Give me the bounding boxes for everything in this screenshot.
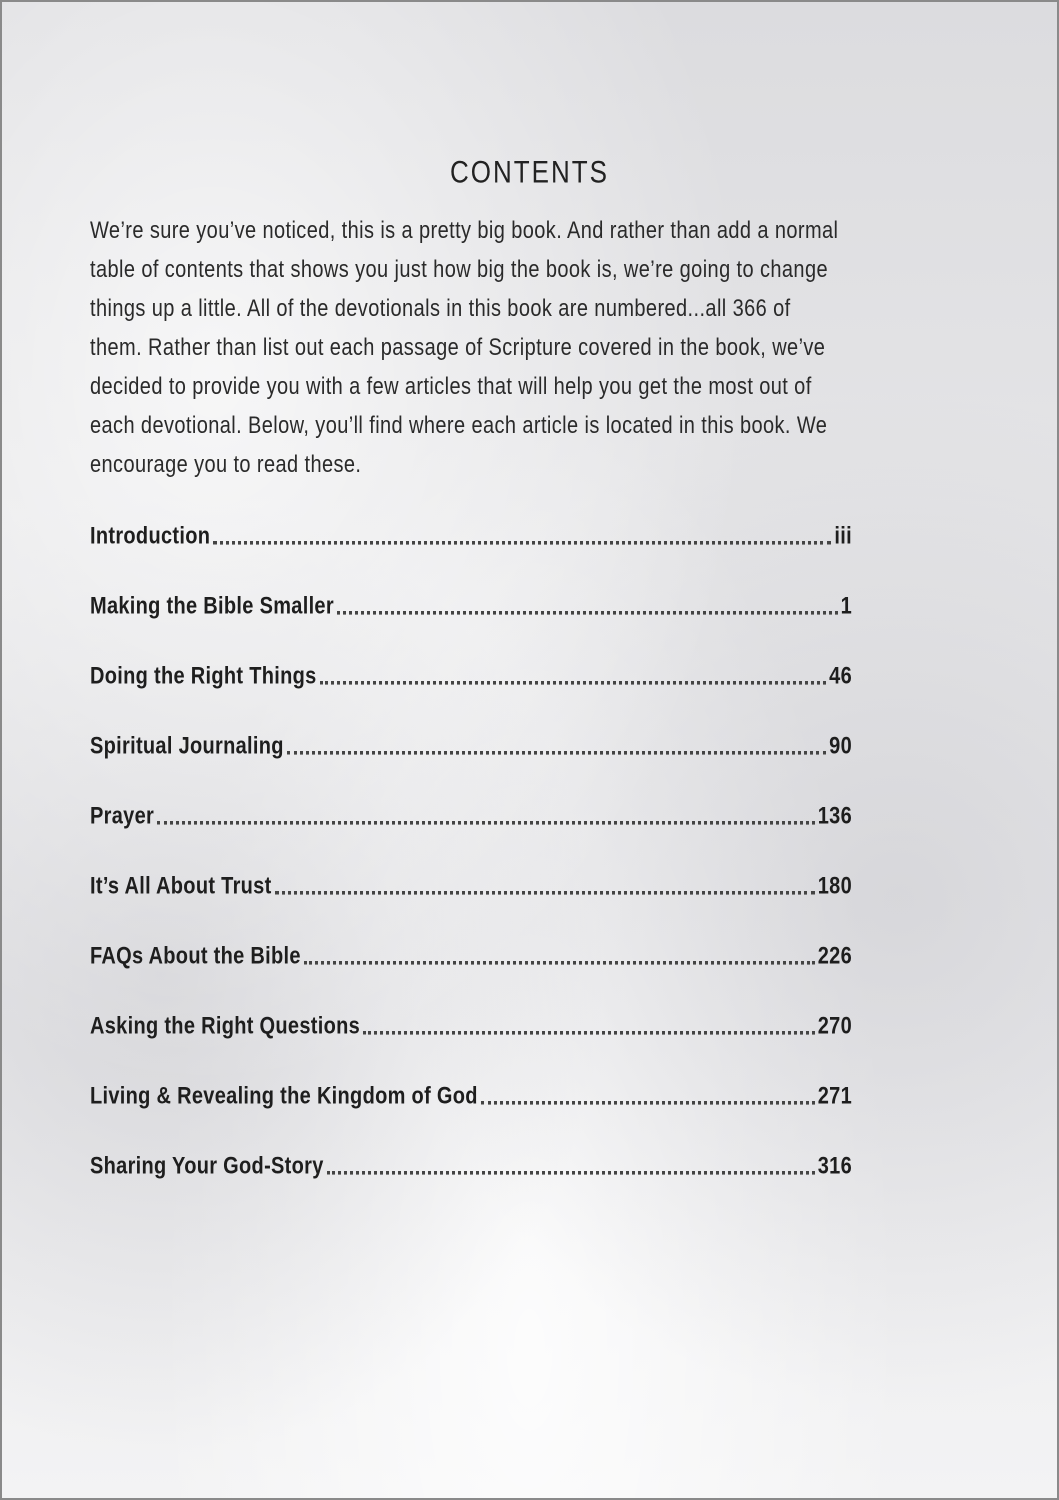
dot-leader — [213, 541, 831, 545]
toc-page: iii — [834, 523, 852, 550]
intro-line: We’re sure you’ve noticed, this is a pretty big book. And rather than add a normal — [90, 217, 839, 244]
toc-title: Sharing Your God-Story — [90, 1153, 324, 1180]
toc-entry — [90, 1147, 852, 1231]
toc-page: 180 — [817, 873, 852, 900]
toc-title: Asking the Right Questions — [90, 1013, 361, 1040]
dot-leader — [363, 1031, 815, 1035]
dot-leader — [275, 891, 815, 895]
toc-title: Spiritual Journaling — [90, 733, 284, 760]
toc-page: 271 — [817, 1083, 852, 1110]
toc-page: 226 — [817, 943, 852, 970]
toc-page: 136 — [817, 803, 852, 830]
dot-leader — [481, 1101, 815, 1105]
toc-title: Living & Revealing the Kingdom of God — [90, 1083, 478, 1110]
toc-title: Introduction — [90, 523, 211, 550]
toc-title: Doing the Right Things — [90, 663, 317, 690]
intro-line: table of contents that shows you just how big the book is, we’re going to change — [90, 256, 828, 283]
dot-leader — [287, 751, 826, 755]
toc-title: Prayer — [90, 803, 155, 830]
dot-leader — [320, 681, 827, 685]
page-title: CONTENTS — [450, 153, 609, 190]
toc-page: 46 — [829, 663, 852, 690]
toc-page: 90 — [829, 733, 852, 760]
intro-line: each devotional. Below, you’ll find where each article is located in this book. We — [90, 412, 828, 439]
toc-page: 316 — [817, 1153, 852, 1180]
dot-leader — [327, 1171, 815, 1175]
intro-line: things up a little. All of the devotionals in this book are numbered...all 366 of — [90, 295, 791, 322]
dot-leader — [304, 961, 815, 965]
toc-page: 1 — [840, 593, 852, 620]
intro-line: encourage you to read these. — [90, 451, 362, 478]
table-of-contents — [90, 517, 852, 1217]
toc-page: 270 — [817, 1013, 852, 1040]
intro-line: them. Rather than list out each passage of Scripture covered in the book, we’ve — [90, 334, 826, 361]
toc-title: Making the Bible Smaller — [90, 593, 334, 620]
dot-leader — [337, 611, 838, 615]
toc-title: It’s All About Trust — [90, 873, 272, 900]
intro-line: decided to provide you with a few articles that will help you get the most out of — [90, 373, 812, 400]
toc-title: FAQs About the Bible — [90, 943, 301, 970]
intro-paragraph — [90, 214, 970, 487]
dot-leader — [157, 821, 815, 825]
